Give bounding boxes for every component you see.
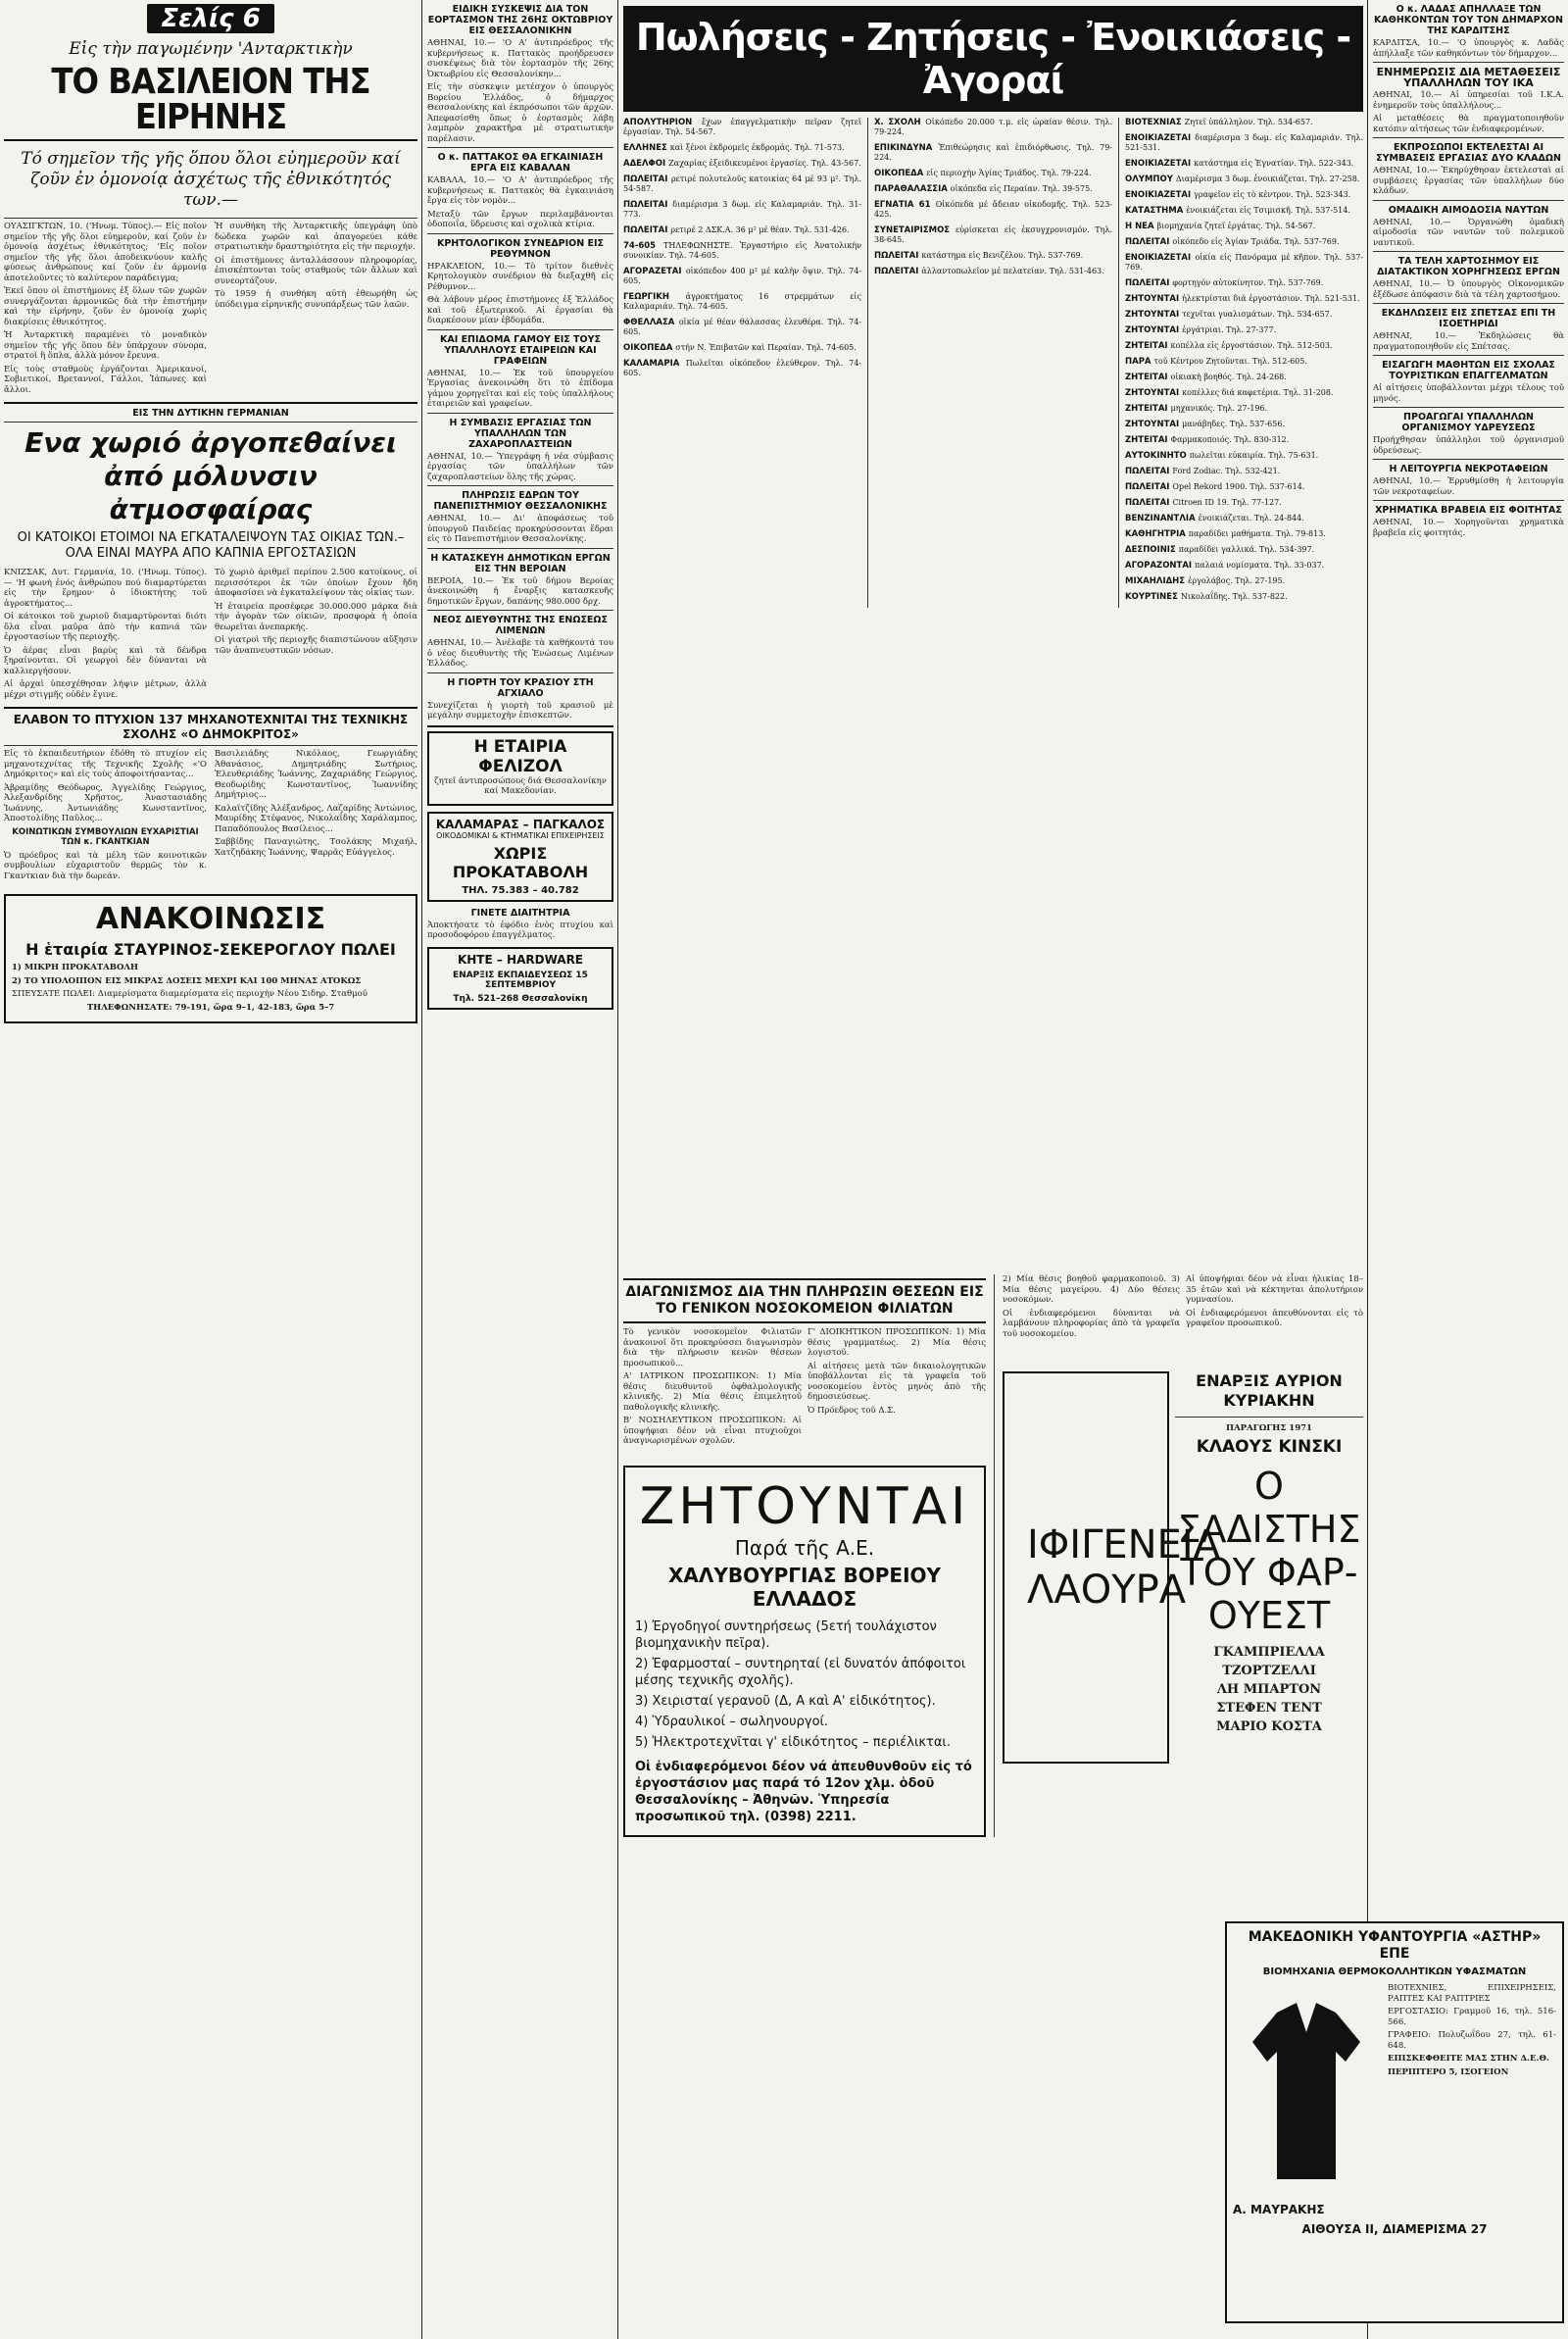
article-headline: ΚΡΗΤΟΛΟΓΙΚΟΝ ΣΥΝΕΔΡΙΟΝ ΕΙΣ ΡΕΘΥΜΝΟΝ bbox=[436, 237, 605, 260]
body-text: ΑΘΗΝΑΙ, 10.— Δι' ἀποφάσεως τοῦ ὑπουργοῦ Παιδείας προκηρύσσονται ἕδραι εἰς τὸ Πανεπιστήμιον Θεσσαλονίκης. bbox=[427, 514, 613, 544]
classified-text: μηχανικός. Τηλ. 27-196. bbox=[1170, 404, 1268, 413]
ad-big: ΧΩΡΙΣ ΠΡΟΚΑΤΑΒΟΛΗ bbox=[452, 843, 589, 881]
classified-text: οἰκιακὴ βοηθός. Τηλ. 24-268. bbox=[1170, 373, 1287, 381]
classified-ad bbox=[1125, 404, 1363, 414]
wanted-ad bbox=[623, 1466, 986, 1837]
classified-text: κατάστημα εἰς Ἐγνατίαν. Τηλ. 522-343. bbox=[1194, 159, 1354, 168]
classified-text: Ζαχαρίας ἐξειδικευμένοι ἐργασίες. Τηλ. 43-567. bbox=[668, 159, 861, 168]
ad-sub: ΟΙΚΟΔΟΜΙΚΑΙ & ΚΤΗΜΑΤΙΚΑΙ ΕΠΙΧΕΙΡΗΣΕΙΣ bbox=[436, 830, 605, 840]
body-text: Αἱ ὑποψήφιαι δέον νὰ εἶναι ἡλικίας 18–35 ἐτῶν καὶ νὰ κέκτηνται ἀπολυτήριον γυμνασίου. bbox=[1186, 1274, 1363, 1305]
classified-keyword: ΚΟΥΡΤΙΝΕΣ bbox=[1125, 592, 1181, 602]
ad-title: KHTE – HARDWARE bbox=[457, 952, 584, 967]
classifieds-col-b bbox=[874, 118, 1112, 608]
wanted-title: ΖΗΤΟΥΝΤΑΙ bbox=[639, 1476, 970, 1536]
classified-text: διαμέρισμα 3 δωμ. εἰς Καλαμαριάν. Τηλ. 521-531. bbox=[1125, 133, 1363, 152]
body-text: Ἀβραμίδης Θεόδωρος, Ἀγγελίδης Γεώργιος, Ἀλεξανδρίδης Χρῆστος, Ἀναστασιάδης Ἰωάννης, Ἀντωνιάδης Κωνσταντῖνος, Ἀποστολίδης Παῦλος... bbox=[4, 782, 207, 823]
body-text: Ὁ ἀέρας εἶναι βαρὺς καὶ τὰ δένδρα ξηραίνονται. Οἱ γεωργοὶ δὲν δύνανται νὰ καλλιεργήσουν. bbox=[4, 645, 207, 676]
classified-text: καὶ ξένοι ἐκδρομεῖς ἐκδρομάς. Τηλ. 71-573. bbox=[669, 143, 845, 152]
classified-keyword: ΒΕΝΖΙΝΑΝΤΛΙΑ bbox=[1125, 514, 1199, 523]
classified-text: παραδίδει μαθήματα. Τηλ. 79-813. bbox=[1188, 529, 1326, 538]
classified-ad bbox=[1125, 118, 1363, 127]
classified-text: Πωλεῖται οἰκόπεδον ἐλεύθερον. Τηλ. 74-605. bbox=[623, 359, 861, 377]
classified-ad bbox=[874, 225, 1112, 245]
classified-keyword: Χ. ΣΧΟΛΗ bbox=[874, 118, 926, 127]
classified-keyword: ΖΗΤΕΙΤΑΙ bbox=[1125, 341, 1171, 351]
classified-keyword: ΠΩΛΕΙΤΑΙ bbox=[1125, 237, 1173, 247]
body-text: Ἡ Ἀνταρκτικὴ παραμένει τὸ μοναδικὸν σημεῖον τῆς γῆς ὅπου δὲν ὑπάρχουν σύνορα, στρατοὶ ἢ ὅπλα, ἀλλὰ μόνον ἔρευνα. bbox=[4, 330, 207, 361]
classified-text: ἐργάτριαι. Τηλ. 27-377. bbox=[1182, 325, 1277, 334]
classified-keyword: ΒΙΟΤΕΧΝΙΑΣ bbox=[1125, 118, 1185, 127]
classified-keyword: ΚΑΘΗΓΗΤΡΙΑ bbox=[1125, 529, 1189, 539]
column-2 bbox=[427, 0, 613, 2339]
classified-keyword: ΖΗΤΕΙΤΑΙ bbox=[1125, 373, 1171, 382]
classified-text: οἰκόπεδα εἰς Περαίαν. Τηλ. 39-575. bbox=[950, 184, 1093, 193]
body-text: ΑΘΗΝΑΙ, 10.— Ὑπεγράφη ἡ νέα σύμβασις ἐργασίας τῶν ὑπαλλήλων τῶν ζαχαροπλαστείων ὅλης τῆς χώρας. bbox=[427, 451, 613, 482]
article-headline: ΕΚΠΡΟΣΩΠΟΙ ΕΚΤΕΛΕΣΤΑΙ ΑΙ ΣΥΜΒΑΣΕΙΣ ΕΡΓΑΣΙΑΣ ΔΥΟ ΚΛΑΔΩΝ bbox=[1376, 142, 1561, 164]
classified-ad bbox=[1125, 237, 1363, 247]
classified-text: ἐνοικιάζεται. Τηλ. 24-844. bbox=[1198, 514, 1304, 523]
dateline: ΚΝΙΖΣΑΚ, Δυτ. Γερμανία, 10. ('Ηνωμ. Τύπος).— 'Η φωνή ἐνός ἀνθρώπου πού διαμαρτύρεται εἰς τὴν ἔρημον· ὁ ἰδιοκτήτης τοῦ ἀγροκτήματος... bbox=[4, 568, 207, 609]
film-cast: ΣΤΕΦΕΝ ΤΕΝΤ bbox=[1216, 1700, 1322, 1716]
classified-ad bbox=[1125, 133, 1363, 153]
classified-keyword: ΠΩΛΕΙΤΑΙ bbox=[623, 225, 671, 235]
body-text: ΚΑΒΑΛΑ, 10.— 'Ο Α' ἀντιπρόεδρος τῆς κυβερνήσεως κ. Παττακὸς θὰ ἐγκαινιάση ἔργα εἰς τὸν νομὸν... bbox=[427, 175, 613, 206]
classified-keyword: ΖΗΤΟΥΝΤΑΙ bbox=[1125, 420, 1183, 429]
classified-ad bbox=[1125, 561, 1363, 571]
body-text: ΗΡΑΚΛΕΙΟΝ, 10.— Τὸ τρίτον διεθνὲς Κρητολογικὸν συνέδριον θὰ διεξαχθῆ εἰς Ρέθυμνον... bbox=[427, 261, 613, 292]
classified-text: παλαιά νομίσματα. Τηλ. 33-037. bbox=[1195, 561, 1325, 570]
classifieds-col-a bbox=[623, 118, 861, 608]
body-text: Αἱ αἰτήσεις ὑποβάλλονται μέχρι τέλους τοῦ μηνός. bbox=[1373, 383, 1564, 404]
body-text: Ἡ ἑταιρεία προσέφερε 30.000.000 μάρκα διὰ τὴν ἀγορὰν τῶν οἰκιῶν, προσφορὰ ἡ ὁποία θεωρεῖται ἀνεπαρκής. bbox=[215, 601, 417, 632]
classified-ad bbox=[1125, 206, 1363, 216]
body-text: Εἰς τὴν σύσκεψιν μετέσχον ὁ ὑπουργὸς Βορείου Ἑλλάδος, ὁ δήμαρχος Θεσσαλονίκης καὶ ἐκπρόσωποι τῶν ἀρχῶν. Ἀπεφασίσθη ὅπως ὁ ἐορτασμὸς λάβη λαμπρὸν χαρακτῆρα μὲ στρατιωτικὴν παρέλασιν. bbox=[427, 82, 613, 144]
classified-ad bbox=[874, 184, 1112, 194]
announce-phone: ΤΗΛΕΦΩΝΗΣΑΤΕ: 79-191, ὥρα 9–1, 42-183, ὥρα 5–7 bbox=[86, 1002, 335, 1013]
ad-title: ΜΑΚΕΔΟΝΙΚΗ ΥΦΑΝΤΟΥΡΓΙΑ «ΑΣΤΗΡ» ΕΠΕ bbox=[1248, 1929, 1542, 1962]
felizol-ad bbox=[427, 731, 613, 806]
body-text: Τὸ γενικὸν νοσοκομεῖον Φιλιατῶν ἀνακοινοῖ ὅτι προκηρύσσει διαγωνισμὸν διὰ τὴν πλήρωσιν κενῶν θέσεων προσωπικοῦ... bbox=[623, 1327, 802, 1369]
classified-text: ΤΗΛΕΦΩΝΗΣΤΕ. Ἐργαστήριο εἰς Ἀνατολικὴν συνοικίαν. Τηλ. 74-605. bbox=[623, 241, 861, 260]
article-headline: ΕΝΗΜΕΡΩΣΙΣ ΔΙΑ ΜΕΤΑΘΕΣΕΙΣ ΥΠΑΛΛΗΛΩΝ ΤΟΥ ΙΚΑ bbox=[1376, 66, 1561, 89]
classified-keyword: ΠΑΡΑ bbox=[1125, 357, 1154, 367]
classified-ad bbox=[1125, 451, 1363, 461]
classified-keyword: ΠΩΛΕΙΤΑΙ bbox=[1125, 278, 1173, 288]
body-text: Ὁ πρόεδρος καὶ τὰ μέλη τῶν κοινοτικῶν συμβουλίων εὐχαριστοῦν θερμῶς τὸν κ. Γκαντκιαν διὰ τὴν δωρεάν. bbox=[4, 850, 207, 881]
classified-text: Διαμέρισμα 3 δωμ. ἐνοικιάζεται. Τηλ. 27-258. bbox=[1175, 174, 1360, 183]
article-headline: ΠΛΗΡΩΣΙΣ ΕΔΡΩΝ ΤΟΥ ΠΑΝΕΠΙΣΤΗΜΙΟΥ ΘΕΣΣΑΛΟΝΙΚΗΣ bbox=[433, 490, 608, 512]
classified-keyword: ΑΓΟΡΑΖΟΝΤΑΙ bbox=[1125, 561, 1196, 571]
classified-keyword: ΜΙΧΑΗΛΙΔΗΣ bbox=[1125, 576, 1189, 586]
classified-keyword: 74-605 bbox=[623, 241, 664, 251]
classified-text: κοπέλλα εἰς ἐργοστάσιον. Τηλ. 512-503. bbox=[1170, 341, 1333, 350]
classified-ad bbox=[1125, 498, 1363, 508]
body-text: 2) Μία θέσις βοηθοῦ φαρμακοποιοῦ. 3) Μία θέσις μαγείρου. 4) Δύο θέσεις νοσοκόμων. bbox=[1003, 1274, 1180, 1305]
classified-keyword: ΖΗΤΕΙΤΑΙ bbox=[1125, 404, 1171, 414]
article-headline: ΟΜΑΔΙΚΗ ΑΙΜΟΔΟΣΙΑ ΝΑΥΤΩΝ bbox=[1388, 204, 1549, 216]
classified-text: οἰκία μέ θέαν θάλασσας ἐλευθέρα. Τηλ. 74-605. bbox=[623, 318, 862, 336]
classified-text: ἠλεκτρίσται διά ἐργοστάσιον. Τηλ. 521-531. bbox=[1182, 294, 1360, 303]
body-text: Ἐκεῖ ὅπου οἱ ἐπιστήμονες ἐξ ὅλων τῶν χωρῶν συνεργάζονται ἀρμονικῶς διὰ τὴν ἐπιστήμην καὶ τὴν εἰρήνην, ζοῦν ἐν ὁμονοίᾳ χωρὶς διακρίσεις ἐθνικότητος. bbox=[4, 286, 207, 327]
announce-item: 1) ΜΙΚΡΗ ΠΡΟΚΑΤΑΒΟΛΗ bbox=[12, 963, 138, 972]
classifieds-col-c bbox=[1125, 118, 1363, 608]
classified-ad bbox=[1125, 545, 1363, 555]
classified-keyword: ΑΔΕΛΦΟΙ bbox=[623, 159, 669, 169]
column-1 bbox=[4, 0, 417, 2339]
ad-phone: ΤΗΛ. 75.383 – 40.782 bbox=[462, 884, 579, 896]
announce-item: ΣΠΕΥΣΑΤΕ ΠΩΛΕΙ: Διαμερίσματα διαμερίσματα εἰς περιοχὴν Νέου Σιδηρ. Σταθμοῦ bbox=[12, 989, 368, 999]
classified-text: Νικολαΐδης. Τηλ. 537-822. bbox=[1180, 592, 1288, 601]
wanted-sub: Παρά τῆς Α.Ε. bbox=[734, 1535, 875, 1560]
classified-ad bbox=[1125, 253, 1363, 273]
classified-ad bbox=[623, 118, 861, 137]
body-text: ΑΘΗΝΑΙ, 10.— Ἐρρυθμίσθη ἡ λειτουργία τῶν νεκροταφείων. bbox=[1373, 476, 1564, 497]
body-text: Αἱ μεταθέσεις θὰ πραγματοποιηθοῦν κατόπιν αἰτήσεως τῶν ἐνδιαφερομένων. bbox=[1373, 114, 1564, 134]
germany-kicker: ΕΙΣ ΤΗΝ ΔΥΤΙΚΗΝ ΓΕΡΜΑΝΙΑΝ bbox=[132, 408, 289, 419]
body-text: Μεταξὺ τῶν ἔργων περιλαμβάνονται ὁδοποιΐα, ὕδρευσις καὶ σχολικὰ κτίρια. bbox=[427, 209, 613, 229]
classified-ad bbox=[1125, 388, 1363, 398]
film-star: ΚΛΑΟΥΣ ΚΙΝΣΚΙ bbox=[1196, 1436, 1343, 1457]
classified-ad bbox=[874, 143, 1112, 163]
classified-keyword: ΕΛΛΗΝΕΣ bbox=[623, 143, 670, 153]
article-headline: Η ΣΥΜΒΑΣΙΣ ΕΡΓΑΣΙΑΣ ΤΩΝ ΥΠΑΛΛΗΛΩΝ ΤΩΝ ΖΑΧΑΡΟΠΛΑΣΤΕΙΩΝ bbox=[449, 417, 592, 450]
classified-ad bbox=[1125, 420, 1363, 429]
article-headline: Η ΚΑΤΑΣΚΕΥΗ ΔΗΜΟΤΙΚΩΝ ΕΡΓΩΝ ΕΙΣ ΤΗΝ ΒΕΡΟΙΑΝ bbox=[430, 552, 611, 574]
body-text: ΑΘΗΝΑΙ, 10.— Ἐκηρύχθησαν ἐκτελεσταὶ αἱ συμβάσεις ἐργασίας τῶν ὑπαλλήλων δύο κλάδων. bbox=[1373, 166, 1564, 196]
classified-ad bbox=[874, 267, 1112, 276]
classified-ad bbox=[623, 241, 861, 261]
shirt-illustration bbox=[1233, 1983, 1380, 2199]
asteras-ad bbox=[1225, 1921, 1564, 2323]
body-text: Οἱ ἐπιστήμονες ἀνταλλάσσουν πληροφορίας, ἐπισκέπτονται τοὺς σταθμοὺς τῶν ἄλλων καὶ συνεορτάζουν. bbox=[215, 255, 417, 286]
article-headline: ΠΡΟΑΓΩΓΑΙ ΥΠΑΛΛΗΛΩΝ ΟΡΓΑΝΙΣΜΟΥ ΥΔΡΕΥΣΕΩΣ bbox=[1401, 412, 1536, 433]
classified-ad bbox=[623, 159, 861, 169]
classified-text: τοῦ Κέντρου Ζητοῦνται. Τηλ. 512-605. bbox=[1153, 357, 1307, 366]
classified-ad bbox=[623, 225, 861, 235]
classified-keyword: ΔΕΣΠΟΙΝΙΣ bbox=[1125, 545, 1179, 555]
classified-keyword: ΣΥΝΕΤΑΙΡΙΣΜΟΣ bbox=[874, 225, 956, 235]
film-cast: ΛΗ ΜΠΑΡΤΟΝ bbox=[1216, 1681, 1322, 1697]
classified-keyword: ΓΕΩΡΓΙΚΗ bbox=[623, 292, 686, 302]
kicker: Εἰς τὴν παγωμένην 'Ανταρκτικὴν bbox=[69, 39, 353, 59]
khte-ad bbox=[427, 947, 613, 1010]
film-start: ΕΝΑΡΞΙΣ ΑΥΡΙΟΝ ΚΥΡΙΑΚΗΝ bbox=[1196, 1371, 1343, 1410]
classified-ad bbox=[1125, 592, 1363, 602]
classified-ad bbox=[1125, 341, 1363, 351]
diet-ad bbox=[427, 908, 613, 941]
article-headline: ΧΡΗΜΑΤΙΚΑ ΒΡΑΒΕΙΑ ΕΙΣ ΦΟΙΤΗΤΑΣ bbox=[1375, 505, 1562, 516]
ad-title: ΓΙΝΕΤΕ ΔΙΑΙΤΗΤΡΙΑ bbox=[470, 907, 570, 919]
classified-keyword: ΑΠΟΛΥΤΗΡΙΟΝ bbox=[623, 118, 702, 127]
classified-keyword: ΠΩΛΕΙΤΑΙ bbox=[1125, 498, 1173, 508]
dateline: ΟΥΑΣΙΓΚΤΩΝ, 10. ('Ηνωμ. Τύπος).— Εἰς ποῖον σημεῖον τῆς γῆς ὅλοι εὐημεροῦν, καί ζοῦν ἐν ὁμονοίᾳ ἀσχέτως ἐθνικότητος; 'Εἰς ποῖον σημεῖον τῆς γῆς ὅλοι ἀποδεικνύουν καλῆς φύσεως ἀνθρώπους καί ζοῦν ἐν ἀρμονίᾳ ἀποτελοῦντες τὸ καλύτερον παράδειγμα; bbox=[4, 222, 207, 283]
classified-text: οἰκόπεδον 400 μ² μέ καλὴν ὄψιν. Τηλ. 74-605. bbox=[623, 267, 861, 285]
classified-keyword: ΑΥΤΟΚΙΝΗΤΟ bbox=[1125, 451, 1190, 461]
classified-ad bbox=[1125, 159, 1363, 169]
classified-keyword: ΑΓΟΡΑΖΕΤΑΙ bbox=[623, 267, 686, 276]
wanted-item: 3) Χειρισταί γερανοῦ (Δ, Α καὶ Α' εἰδικότητος). bbox=[635, 1693, 936, 1709]
classified-ad bbox=[1125, 467, 1363, 476]
page-tag: Σελίς 6 bbox=[4, 4, 417, 33]
classified-keyword: ΖΗΤΟΥΝΤΑΙ bbox=[1125, 294, 1183, 304]
ad-text: ζητεῖ ἀντιπροσώπους διά Θεσσαλονίκην καί Μακεδονίαν. bbox=[434, 775, 607, 796]
classified-text: διαμέρισμα 3 δωμ. εἰς Καλαμαριάν. Τηλ. 31-773. bbox=[623, 200, 861, 219]
classified-ad bbox=[1125, 576, 1363, 586]
classified-keyword: ΖΗΤΕΙΤΑΙ bbox=[1125, 435, 1171, 445]
classified-keyword: Η ΝΕΑ bbox=[1125, 222, 1157, 231]
body-text: Σαββίδης Παναγιώτης, Τσολάκης Μιχαήλ, Χατζηδάκης Ἰωάννης, Ψαρρᾶς Εὐάγγελος. bbox=[215, 837, 417, 858]
classified-ad bbox=[623, 318, 861, 337]
classified-ad bbox=[874, 169, 1112, 178]
wanted-item: 2) Ἐφαρμοσταί – συντηρηταί (εἰ δυνατόν ἀπόφοιτοι μέσης τεχνικῆς σχολῆς). bbox=[635, 1656, 966, 1688]
article-headline: ΚΑΙ ΕΠΙΔΟΜΑ ΓΑΜΟΥ ΕΙΣ ΤΟΥΣ ΥΠΑΛΛΗΛΟΥΣ ΕΤΑΙΡΕΙΩΝ ΚΑΙ ΓΡΑΦΕΙΩΝ bbox=[440, 333, 601, 367]
ad-visit: ΕΠΙΣΚΕΦΘΕΙΤΕ ΜΑΣ ΣΤΗΝ Δ.Ε.Θ. bbox=[1388, 2054, 1549, 2064]
ad-sub: ΕΝΑΡΞΙΣ ΕΚΠΑΙΔΕΥΣΕΩΣ 15 ΣΕΠΤΕΜΒΡΙΟΥ bbox=[453, 970, 588, 990]
classified-text: ρετιρέ πολυτελοῦς κατοικίας 64 μέ 93 μ². Τηλ. 54-587. bbox=[623, 174, 862, 193]
body-text: Β' ΝΟΣΗΛΕΥΤΙΚΟΝ ΠΡΟΣΩΠΙΚΟΝ: Αἱ ὑποψήφιαι δέον νὰ εἶναι πτυχιοῦχοι ἀναγνωρισμένων σχολῶν. bbox=[623, 1416, 802, 1446]
classified-text: πωλεῖται εὐκαιρία. Τηλ. 75-631. bbox=[1189, 451, 1319, 460]
classified-text: Opel Rekord 1900. Τηλ. 537-614. bbox=[1172, 482, 1305, 491]
classified-keyword: ΟΙΚΟΠΕΔΑ bbox=[623, 343, 676, 353]
classified-ad bbox=[1125, 222, 1363, 231]
classified-ad bbox=[1125, 514, 1363, 523]
classified-ad bbox=[1125, 482, 1363, 492]
body-text: ΑΘΗΝΑΙ, 10.— Ἐκ τοῦ ὑπουργείου Ἐργασίας ἀνεκοινώθη ὅτι τὸ ἐπίδομα γάμου χορηγεῖται καὶ εἰς τοὺς ὑπαλλήλους ἑταιρειῶν καὶ γραφείων. bbox=[427, 368, 613, 409]
classified-text: βιομηχανία ζητεῖ ἐργάτας. Τηλ. 54-567. bbox=[1156, 222, 1316, 230]
classifieds-banner: Πωλήσεις - Ζητήσεις - Ἐνοικιάσεις - Ἀγοραί bbox=[623, 6, 1363, 112]
classified-text: ρετιρέ 2 ΔΣΚ.Α. 36 μ² μέ θέαν. Τηλ. 531-426. bbox=[670, 225, 850, 234]
body-text: ΑΘΗΝΑΙ, 10.— Ἀνέλαβε τὰ καθήκοντά του ὁ νέος διευθυντὴς τῆς Ἑνώσεως Λιμένων Ἑλλάδος. bbox=[427, 638, 613, 669]
classified-ad bbox=[874, 118, 1112, 137]
notice-head: ΚΟΙΝΩΤΙΚΩΝ ΣΥΜΒΟΥΛΙΩΝ ΕΥΧΑΡΙΣΤΙΑΙ ΤΩΝ κ. ΓΚΑΝΤΚΙΑΝ bbox=[12, 826, 199, 847]
classified-ad bbox=[1125, 435, 1363, 445]
classified-text: εὑρίσκεται εἰς ἐκσυγχρονισμόν. Τηλ. 38-645. bbox=[874, 225, 1112, 244]
ad-phone: Τηλ. 521–268 Θεσσαλονίκη bbox=[453, 993, 588, 1004]
classified-text: εἰς περιοχὴν Ἁγίας Τριάδος. Τηλ. 79-224. bbox=[926, 169, 1092, 177]
body-text: Αἱ αἰτήσεις μετὰ τῶν δικαιολογητικῶν ὑποβάλλονται εἰς τὰ γραφεῖα τοῦ νοσοκομείου ἐντὸς μηνὸς ἀπὸ τῆς δημοσιεύσεως. bbox=[808, 1361, 986, 1402]
classified-keyword: ΦΘΕΛΛΑΣΑ bbox=[623, 318, 679, 327]
classified-text: Ζητεῖ ὑπάλληλον. Τηλ. 534-657. bbox=[1184, 118, 1313, 126]
classified-keyword: ΕΝΟΙΚΙΑΖΕΤΑΙ bbox=[1125, 190, 1195, 200]
classified-ad bbox=[1125, 529, 1363, 539]
body-text: Συνεχίζεται ἡ γιορτὴ τοῦ κρασιοῦ μὲ μεγάλην συμμετοχὴν ἐπισκεπτῶν. bbox=[427, 700, 613, 721]
body-text: ΑΘΗΝΑΙ, 10.— Ὁ ὑπουργὸς Οἰκονομικῶν ἐξέδωσε ἀπόφασιν διὰ τὰ τέλη χαρτοσήμου. bbox=[1373, 279, 1564, 300]
classified-keyword: ΠΩΛΕΙΤΑΙ bbox=[1125, 482, 1173, 492]
body-text: Καλαϊτζίδης Ἀλέξανδρος, Λαζαρίδης Ἀντώνιος, Μαυρίδης Στέφανος, Νικολαΐδης Χαράλαμπος, Παπαδόπουλος Βασίλειος... bbox=[215, 803, 417, 834]
classified-text: οἰκόπεδο εἰς Ἁγίαν Τριάδα. Τηλ. 537-769. bbox=[1172, 237, 1340, 246]
classified-text: παραδίδει γαλλικά. Τηλ. 534-397. bbox=[1178, 545, 1315, 554]
classified-text: Ford Zodiac. Τηλ. 532-421. bbox=[1172, 467, 1281, 475]
body-text: Βασιλειάδης Νικόλαος, Γεωργιάδης Ἀθανάσιος, Δημητριάδης Σωτήριος, Ἐλευθεριάδης Ἰωάννης, Ζαχαριάδης Γεώργιος, Θεοδωρίδης Κωνσταντῖνος, Ἰωαννίδης Δημήτριος... bbox=[215, 749, 417, 800]
classified-keyword: ΠΩΛΕΙΤΑΙ bbox=[623, 174, 671, 184]
wanted-footer: Οἱ ἐνδιαφερόμενοι δέον νά ἀπευθυνθοῦν εἰς τό ἐργοστάσιον μας παρά τό 12ον χλμ. ὁδοῦ Θεσσαλονίκης – Ἀθηνῶν. Ὑπηρεσία προσωπικοῦ τηλ. (0398) 2211. bbox=[635, 1759, 972, 1824]
classified-keyword: ΟΙΚΟΠΕΔΑ bbox=[874, 169, 927, 178]
classified-text: κατάστημα εἰς Βενιζέλου. Τηλ. 537-769. bbox=[921, 251, 1084, 260]
classified-ad bbox=[1125, 373, 1363, 382]
germany-deck: ΟΙ ΚΑΤΟΙΚΟΙ ΕΤΟΙΜΟΙ ΝΑ ΕΓΚΑΤΑΛΕΙΨΟΥΝ ΤΑΣ ΟΙΚΙΑΣ ΤΩΝ.– ΟΛΑ ΕΙΝΑΙ ΜΑΥΡΑ ΑΠΟ ΚΑΠΝΙΑ ΕΡΓΟΣΤΑΣΙΩΝ bbox=[17, 530, 405, 561]
classified-text: μανάβηδες. Τηλ. 537-656. bbox=[1182, 420, 1285, 428]
classified-keyword: ΚΑΛΑΜΑΡΙΑ bbox=[623, 359, 686, 369]
ad-title: Η ΕΤΑΙΡΙΑ ΦΕΛΙΖΟΛ bbox=[473, 736, 567, 776]
classified-text: Φαρμακοποιός. Τηλ. 830-312. bbox=[1170, 435, 1290, 444]
classified-text: ἐνοικιάζεται εἰς Τσιμισκῆ. Τηλ. 537-514. bbox=[1186, 206, 1350, 215]
article-headline: Ο κ. ΛΑΔΑΣ ΑΠΗΛΛΑΞΕ ΤΩΝ ΚΑΘΗΚΟΝΤΩΝ ΤΟΥ ΤΟΝ ΔΗΜΑΡΧΟΝ ΤΗΣ ΚΑΡΔΙΤΣΗΣ bbox=[1374, 4, 1563, 36]
ad-title: ΚΑΛΑΜΑΡΑΣ – ΠΑΓΚΑΛΟΣ bbox=[435, 817, 606, 831]
classified-ad bbox=[623, 359, 861, 378]
wanted-item: 5) Ἠλεκτροτεχνῖται γ' εἰδικότητος – περιέλικται. bbox=[635, 1734, 951, 1750]
film-year: ΠΑΡΑΓΩΓΗΣ 1971 bbox=[1226, 1423, 1312, 1433]
classified-ad bbox=[1125, 310, 1363, 320]
body-text: ΚΑΡΔΙΤΣΑ, 10.— 'Ο ὑπουργὸς κ. Λαδᾶς ἀπήλλαξε τῶν καθηκόντων τὸν δήμαρχον... bbox=[1373, 38, 1564, 59]
classified-ad bbox=[1125, 294, 1363, 304]
body-text: ΑΘΗΝΑΙ, 10.— 'Ο Α' ἀντιπρόεδρος τῆς κυβερνήσεως κ. Παττακὸς προήδρευσεν συσκέψεως διὰ τὸν ἐορτασμὸν τῆς 26ης Ὀκτωβρίου εἰς Θεσσαλονίκην... bbox=[427, 38, 613, 79]
classified-keyword: ΕΓΝΑΤΙΑ 61 bbox=[874, 200, 936, 210]
classified-keyword: ΕΝΟΙΚΙΑΖΕΤΑΙ bbox=[1125, 253, 1196, 263]
article-headline: ΝΕΟΣ ΔΙΕΥΘΥΝΤΗΣ ΤΗΣ ΕΝΩΣΕΩΣ ΛΙΜΕΝΩΝ bbox=[433, 615, 608, 636]
classified-keyword: ΠΩΛΕΙΤΑΙ bbox=[874, 267, 922, 276]
body-text: Εἰς τὸ ἐκπαιδευτήριον ἐδόθη τὸ πτυχίον εἰς μηχανοτεχνίτας τῆς Τεχνικῆς Σχολῆς «'Ο Δημόκριτος» καὶ εἰς τοὺς ἀποφοιτήσαντας... bbox=[4, 749, 207, 779]
wanted-item: 4) Ὑδραυλικοί – σωληνουργοί. bbox=[635, 1714, 829, 1729]
classified-text: ἐργολάβος. Τηλ. 27-195. bbox=[1188, 576, 1286, 585]
classified-ad bbox=[1125, 174, 1363, 184]
classified-ad bbox=[623, 292, 861, 312]
classified-ad bbox=[623, 267, 861, 286]
ad-office: ΓΡΑΦΕΙΟ: Πολυζωΐδου 27, τηλ. 61-648. bbox=[1388, 2030, 1556, 2051]
classified-keyword: ΠΩΛΕΙΤΑΙ bbox=[623, 200, 673, 210]
ad-logo: Α. ΜΑΥΡΑΚΗΣ bbox=[1233, 2203, 1325, 2216]
classified-text: οἰκία εἰς Πανόραμα μέ κῆπον. Τηλ. 537-769. bbox=[1125, 253, 1363, 272]
announcement-ad bbox=[4, 894, 417, 1023]
classified-ad bbox=[874, 251, 1112, 261]
body-text: Αἱ ἀρχαὶ ὑπεσχέθησαν λήψιν μέτρων, ἀλλὰ μέχρι στιγμῆς οὐδὲν ἔγινε. bbox=[4, 679, 207, 700]
classified-keyword: ΖΗΤΟΥΝΤΑΙ bbox=[1125, 388, 1183, 398]
classified-ad bbox=[1125, 357, 1363, 367]
classified-keyword: ΖΗΤΟΥΝΤΑΙ bbox=[1125, 325, 1183, 335]
classified-text: Ἐπιθεώρησις καὶ ἐπιδιόρθωσις. Τηλ. 79-224. bbox=[874, 143, 1112, 162]
body-text: Γ' ΔΙΟΙΚΗΤΙΚΟΝ ΠΡΟΣΩΠΙΚΟΝ: 1) Μία θέσις γραμματέως. 2) Μία θέσις λογιστοῦ. bbox=[808, 1327, 986, 1358]
body-text: Οἱ ἐνδιαφερόμενοι ἀπευθύνονται εἰς τὸ γραφεῖον προσωπικοῦ. bbox=[1186, 1308, 1363, 1328]
classified-ad bbox=[1125, 325, 1363, 335]
classified-keyword: ΟΛΥΜΠΟΥ bbox=[1125, 174, 1176, 184]
body-text: Θὰ λάβουν μέρος ἐπιστήμονες ἐξ Ἑλλάδος καὶ τοῦ ἐξωτερικοῦ. Αἱ ἐργασίαι θὰ διαρκέσουν μίαν ἑβδομάδα. bbox=[427, 295, 613, 325]
classified-text: γραφεῖον εἰς τὸ κέντρον. Τηλ. 523-343. bbox=[1194, 190, 1351, 199]
body-text: Τὸ 1959 ἡ συνθήκη αὐτὴ ἐθεωρήθη ὡς ὑπόδειγμα εἰρηνικῆς συνυπάρξεως τῶν λαῶν. bbox=[215, 289, 417, 310]
film-cast: ΤΖΟΡΤΖΕΛΛΙ bbox=[1222, 1663, 1316, 1678]
classified-text: φορτηγόν αὐτοκίνητον. Τηλ. 537-769. bbox=[1172, 278, 1324, 287]
classified-text: κοπέλλες διά καφετέρια. Τηλ. 31-208. bbox=[1182, 388, 1334, 397]
classified-text: Οἰκόπεδα μέ ἄδειαν οἰκοδομῆς. Τηλ. 523-425. bbox=[874, 200, 1113, 219]
classified-text: ἀλλαντοπωλεῖον μέ πελατείαν. Τηλ. 531-463. bbox=[921, 267, 1104, 275]
classified-ad bbox=[1125, 190, 1363, 200]
germany-headline: Ενα χωριό ἀργοπεθαίνει ἀπό μόλυνσιν ἀτμοσφαίρας bbox=[24, 426, 397, 525]
classified-text: τεχνῖται γυαλισμάτων. Τηλ. 534-657. bbox=[1182, 310, 1333, 319]
wanted-item: 1) Ἐργοδηγοί συντηρήσεως (5ετή τουλάχιστον βιομηχανικὴν πεῖρα). bbox=[635, 1618, 937, 1651]
film-ad bbox=[1003, 1371, 1363, 1764]
classified-text: ἔχων ἐπαγγελματικὴν πεῖραν ζητεῖ ἐργασίαν. Τηλ. 54-567. bbox=[623, 118, 861, 136]
article-headline: ΤΑ ΤΕΛΗ ΧΑΡΤΟΣΗΜΟΥ ΕΙΣ ΔΙΑΤΑΚΤΙΚΟΝ ΧΟΡΗΓΗΣΕΩΣ ΕΡΓΩΝ bbox=[1377, 256, 1560, 277]
ad-text: ΒΙΟΤΕΧΝΙΕΣ, ΕΠΙΧΕΙΡΗΣΕΙΣ, ΡΑΠΤΕΣ ΚΑΙ ΡΑΠΤΡΙΕΣ bbox=[1388, 1983, 1556, 2004]
classified-ad bbox=[623, 343, 861, 353]
body-text: Οἱ γιατροὶ τῆς περιοχῆς διαπιστώνουν αὔξησιν τῶν ἀναπνευστικῶν νόσων. bbox=[215, 635, 417, 656]
announce-sub: Η ἑταιρία ΣΤΑΥΡΙΝΟΣ-ΣΕΚΕΡΟΓΛΟΥ ΠΩΛΕΙ bbox=[25, 940, 396, 959]
classified-keyword: ΠΩΛΕΙΤΑΙ bbox=[874, 251, 922, 261]
body-text: Τὸ χωριὸ ἀριθμεῖ περίπου 2.500 κατοίκους, οἱ περισσότεροι ἐκ τῶν ὁποίων ἔχουν ἤδη ἀποφασίσει νὰ ἐγκαταλείψουν τὰς οἰκίας των. bbox=[215, 568, 417, 598]
hospital-headline: ΔΙΑΓΩΝΙΣΜΟΣ ΔΙΑ ΤΗΝ ΠΛΗΡΩΣΙΝ ΘΕΣΕΩΝ ΕΙΣ ΤΟ ΓΕΝΙΚΟΝ ΝΟΣΟΚΟΜΕΙΟΝ ΦΙΛΙΑΤΩΝ bbox=[625, 1284, 984, 1317]
headline: ΤΟ ΒΑΣΙΛΕΙΟΝ ΤΗΣ ΕΙΡΗΝΗΣ bbox=[51, 62, 370, 137]
ad-text: Ἀποκτήσατε τὸ ἐφόδιο ἑνὸς πτυχίου καὶ προσοδοφόρου ἐπαγγέλματος. bbox=[427, 920, 613, 940]
body-text: ΑΘΗΝΑΙ, 10.— Ἐκδηλώσεις θὰ πραγματοποιηθοῦν εἰς Σπέτσας. bbox=[1373, 331, 1564, 352]
body-text: ΑΘΗΝΑΙ, 10.— Ὀργανώθη ὁμαδικὴ αἱμοδοσία τῶν ναυτῶν τοῦ πολεμικοῦ ναυτικοῦ. bbox=[1373, 217, 1564, 248]
film-cast: ΜΑΡΙΟ ΚΟΣΤΑ bbox=[1216, 1718, 1322, 1734]
classified-keyword: ΕΠΙΚΙΝΔΥΝΑ bbox=[874, 143, 939, 153]
film-name: Ο ΣΑΔΙΣΤΗΣ ΤΟΥ ΦΑΡ-ΟΥΕΣΤ bbox=[1177, 1464, 1361, 1637]
classified-keyword: ΠΩΛΕΙΤΑΙ bbox=[1125, 467, 1173, 476]
article-headline: Η ΛΕΙΤΟΥΡΓΙΑ ΝΕΚΡΟΤΑΦΕΙΩΝ bbox=[1389, 464, 1548, 474]
body-text: ΑΘΗΝΑΙ, 10.— Αἱ ὑπηρεσίαι τοῦ Ι.Κ.Α. ἐνημεροῦν τοὺς ὑπαλλήλους... bbox=[1373, 90, 1564, 111]
body-text: Προήχθησαν ὑπάλληλοι τοῦ ὀργανισμοῦ ὑδρεύσεως. bbox=[1373, 435, 1564, 456]
body-text: ΒΕΡΟΙΑ, 10.— Ἐκ τοῦ δήμου Βεροίας ἀνεκοινώθη ἡ ἔναρξις κατασκευῆς δημοτικῶν ἔργων, δαπάνης 980.000 δρχ. bbox=[427, 575, 613, 607]
film-actress: ΙΦΙΓΕΝΕΙΑ ΛΑΟΥΡΑ bbox=[1027, 1522, 1220, 1613]
classified-text: Οἰκόπεδο 20.000 τ.μ. εἰς ὡραίαν θέσιν. Τηλ. 79-224. bbox=[874, 118, 1112, 136]
school-headline: ΕΛΑΒΟΝ ΤΟ ΠΤΥΧΙΟΝ 137 ΜΗΧΑΝΟΤΕΧΝΙΤΑΙ ΤΗΣ ΤΕΧΝΙΚΗΣ ΣΧΟΛΗΣ «Ο ΔΗΜΟΚΡΙΤΟΣ» bbox=[13, 713, 409, 741]
article-headline: ΕΚΔΗΛΩΣΕΙΣ ΕΙΣ ΣΠΕΤΣΑΣ ΕΠΙ ΤΗ ΙΣΟΕΤΗΡΙΔΙ bbox=[1381, 308, 1556, 329]
classified-text: ἀγροκτήματος 16 στρεμμάτων εἰς Καλαμαριάν. Τηλ. 74-605. bbox=[623, 292, 861, 311]
body-text: Οἱ κάτοικοι τοῦ χωριοῦ διαμαρτύρονται διότι ὅλα εἶναι μαῦρα ἀπὸ τὴν καπνιά τῶν ἐργοστασίων τῆς περιοχῆς. bbox=[4, 612, 207, 642]
kalamaras-ad bbox=[427, 812, 613, 902]
film-cast: ΓΚΑΜΠΡΙΕΛΛΑ bbox=[1213, 1644, 1325, 1660]
classified-ad bbox=[623, 174, 861, 194]
ad-hall: ΑΙΘΟΥΣΑ ΙΙ, ΔΙΑΜΕΡΙΣΜΑ 27 bbox=[1301, 2222, 1488, 2236]
article-headline: ΕΙΔΙΚΗ ΣΥΣΚΕΨΙΣ ΔΙΑ ΤΟΝ ΕΟΡΤΑΣΜΟΝ ΤΗΣ 26ΗΣ ΟΚΤΩΒΡΙΟΥ ΕΙΣ ΘΕΣΣΑΛΟΝΙΚΗΝ bbox=[427, 4, 613, 36]
classified-keyword: ΖΗΤΟΥΝΤΑΙ bbox=[1125, 310, 1183, 320]
ad-factory: ΕΡΓΟΣΤΑΣΙΟ: Γραμμοῦ 16, τηλ. 516-566. bbox=[1388, 2007, 1556, 2027]
article-headline: ΕΙΣΑΓΩΓΗ ΜΑΘΗΤΩΝ ΕΙΣ ΣΧΟΛΑΣ ΤΟΥΡΙΣΤΙΚΩΝ ΕΠΑΓΓΕΛΜΑΤΩΝ bbox=[1382, 360, 1555, 381]
body-text: Οἱ ἐνδιαφερόμενοι δύνανται νὰ λαμβάνουν πληροφορίας ἀπὸ τὰ γραφεῖα τοῦ νοσοκομείου. bbox=[1003, 1308, 1180, 1339]
body-text: Ὁ Πρόεδρος τοῦ Δ.Σ. bbox=[808, 1405, 896, 1416]
classified-ad bbox=[1125, 278, 1363, 288]
classified-keyword: ΕΝΟΙΚΙΑΖΕΤΑΙ bbox=[1125, 159, 1195, 169]
body-text: ΑΘΗΝΑΙ, 10.— Χορηγοῦνται χρηματικὰ βραβεῖα εἰς φοιτητάς. bbox=[1373, 518, 1564, 538]
classified-keyword: ΕΝΟΙΚΙΑΖΕΤΑΙ bbox=[1125, 133, 1196, 143]
announce-title: ΑΝΑΚΟΙΝΩΣΙΣ bbox=[95, 902, 326, 936]
classified-keyword: ΠΑΡΑΘΑΛΑΣΣΙΑ bbox=[874, 184, 951, 194]
ad-pavilion: ΠΕΡΙΠΤΕΡΟ 5, ΙΣΟΓΕΙΟΝ bbox=[1388, 2066, 1509, 2077]
article-headline: Ο κ. ΠΑΤΤΑΚΟΣ ΘΑ ΕΓΚΑΙΝΙΑΣΗ ΕΡΓΑ ΕΙΣ ΚΑΒΑΛΑΝ bbox=[437, 152, 604, 174]
classified-keyword: ΚΑΤΑΣΤΗΜΑ bbox=[1125, 206, 1187, 216]
body-text: Ἡ συνθήκη τῆς Ἀνταρκτικῆς ὑπεγράφη ὑπὸ δώδεκα χωρῶν καὶ ἀπαγορεύει κάθε στρατιωτικὴν δραστηριότητα εἰς τὴν περιοχήν. bbox=[215, 222, 417, 252]
deck: Τό σημεῖον τῆς γῆς ὅπου ὅλοι εὐημεροῦν καί ζοῦν ἐν ὁμονοίᾳ ἀσχέτως τῆς ἐθνικότητός των.— bbox=[21, 149, 401, 210]
classified-text: στήν Ν. Ἐπιβατῶν καὶ Περαίαν. Τηλ. 74-605. bbox=[675, 343, 857, 352]
body-text: Εἰς τοὺς σταθμοὺς ἐργάζονται Ἀμερικανοί, Σοβιετικοί, Βρεταννοί, Γάλλοι, Ἰάπωνες καὶ ἄλλοι. bbox=[4, 364, 207, 395]
article-headline: Η ΓΙΟΡΤΗ ΤΟΥ ΚΡΑΣΙΟΥ ΣΤΗ ΑΓΧΙΑΛΟ bbox=[447, 676, 594, 699]
body-text: Α' ΙΑΤΡΙΚΟΝ ΠΡΟΣΩΠΙΚΟΝ: 1) Μία θέσις διευθυντοῦ ὀφθαλμολογικῆς κλινικῆς. 2) Μία θέσις ἐπιμελητοῦ παθολογικῆς κλινικῆς. bbox=[623, 1371, 802, 1413]
classified-ad bbox=[874, 200, 1112, 220]
ad-sub: ΒΙΟΜΗΧΑΝΙΑ ΘΕΡΜΟΚΟΛΛΗΤΙΚΩΝ ΥΦΑΣΜΑΤΩΝ bbox=[1262, 1966, 1527, 1977]
classified-text: Citroen ID 19. Τηλ. 77-127. bbox=[1172, 498, 1282, 507]
classified-ad bbox=[623, 143, 861, 153]
wanted-company: ΧΑΛΥΒΟΥΡΓΙΑΣ ΒΟΡΕΙΟΥ ΕΛΛΑΔΟΣ bbox=[667, 1563, 942, 1611]
announce-item: 2) ΤΟ ΥΠΟΛΟΙΠΟΝ ΕΙΣ ΜΙΚΡΑΣ ΔΟΣΕΙΣ ΜΕΧΡΙ ΚΑΙ 100 ΜΗΝΑΣ ΑΤΟΚΩΣ bbox=[12, 975, 362, 986]
classified-ad bbox=[623, 200, 861, 220]
